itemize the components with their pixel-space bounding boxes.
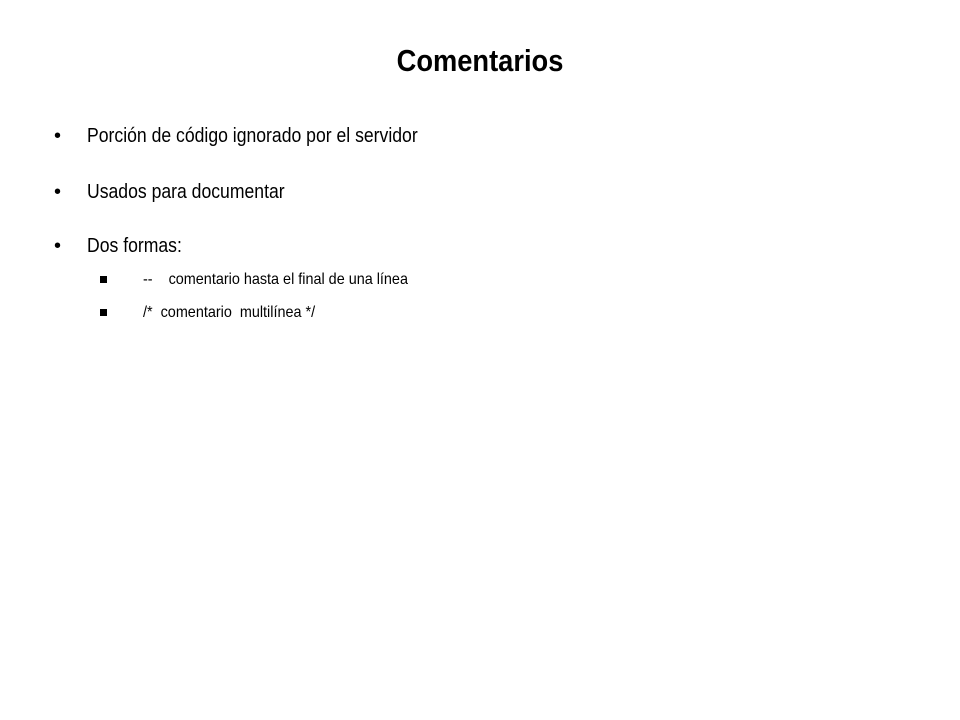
slide-title: Comentarios [396,43,564,78]
sub-bullet-text: /* comentario multilínea */ [143,304,316,321]
bullet-dot-icon: • [54,235,62,257]
square-bullet-icon [100,309,107,316]
bullet-text: Porción de código ignorado por el servidor [87,125,418,147]
bullet-dot-icon: • [54,125,62,147]
bullet-text: Dos formas: [87,235,182,257]
sub-bullet-text: -- comentario hasta el final de una línea [143,271,408,288]
bullet-text: Usados para documentar [87,181,285,203]
bullet-dot-icon: • [54,181,62,203]
square-bullet-icon [100,276,107,283]
